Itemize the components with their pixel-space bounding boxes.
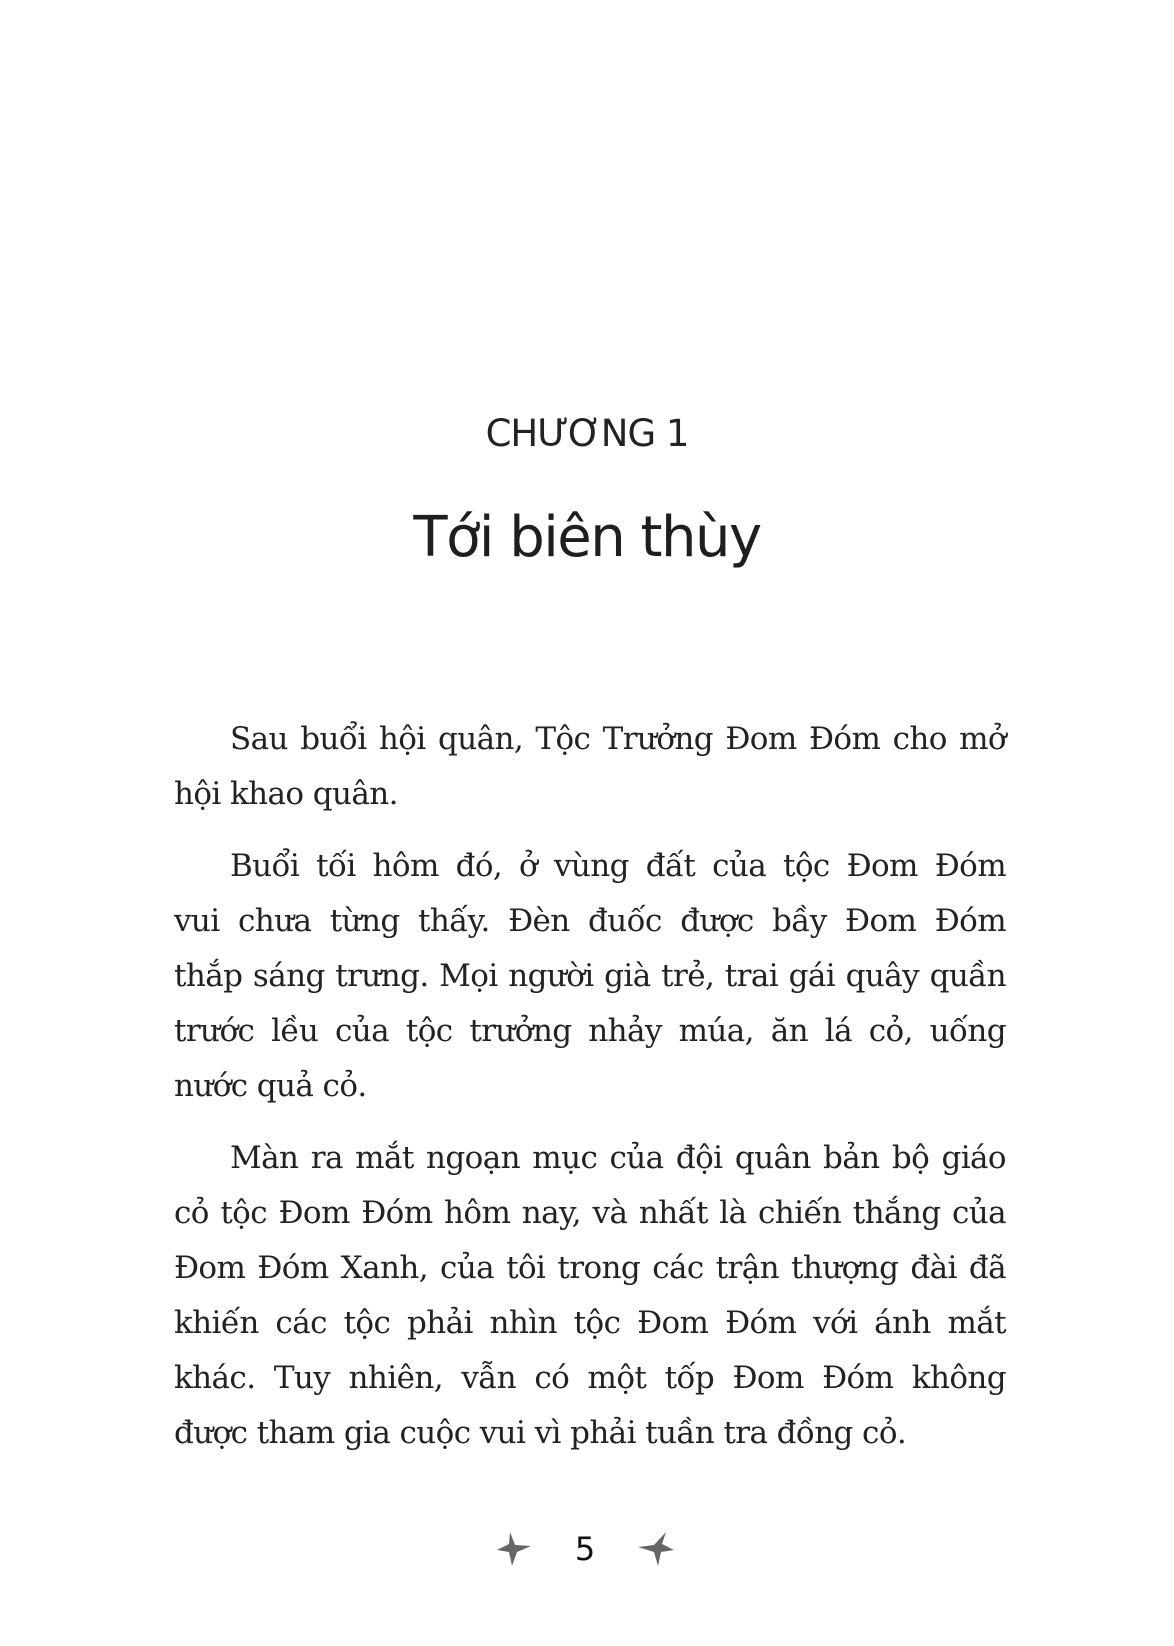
text-line: cỏ tộc Đom Đóm hôm nay, và nhất là chiến thắng của [174,1195,1006,1231]
chapter-body [174,712,1006,1478]
star-icon [636,1530,676,1568]
chapter-label: CHƯƠNG 1 [485,412,689,455]
star-icon [495,1530,535,1568]
text-line: Đom Đóm Xanh, của tôi trong các trận thượng đài đã [174,1250,1006,1286]
text-line: vui chưa từng thấy. Đèn đuốc được bầy Đom Đóm [174,903,1006,939]
text-line: trước lều của tộc trưởng nhảy múa, ăn lá cỏ, uống [174,1013,1006,1049]
page-number: 5 [574,1530,596,1568]
paragraph [174,839,1006,1114]
chapter-title: Tới biên thùy [413,505,761,570]
text-line: thắp sáng trưng. Mọi người già trẻ, trai gái quây quần [174,958,1006,994]
text-line: được tham gia cuộc vui vì phải tuần tra đồng cỏ. [174,1415,907,1451]
page-footer [0,1520,1174,1580]
paragraph [174,712,1006,822]
text-line: Buổi tối hôm đó, ở vùng đất của tộc Đom Đóm [230,848,1006,884]
text-line: nước quả cỏ. [174,1068,367,1104]
text-line: hội khao quân. [174,776,398,812]
text-line: khác. Tuy nhiên, vẫn có một tốp Đom Đóm không [174,1360,1006,1396]
text-line: khiến các tộc phải nhìn tộc Đom Đóm với ánh mắt [174,1305,1006,1341]
paragraph [174,1131,1006,1461]
text-line: Sau buổi hội quân, Tộc Trưởng Đom Đóm cho mở [230,721,1006,757]
text-line: Màn ra mắt ngoạn mục của đội quân bản bộ giáo [230,1140,1006,1176]
